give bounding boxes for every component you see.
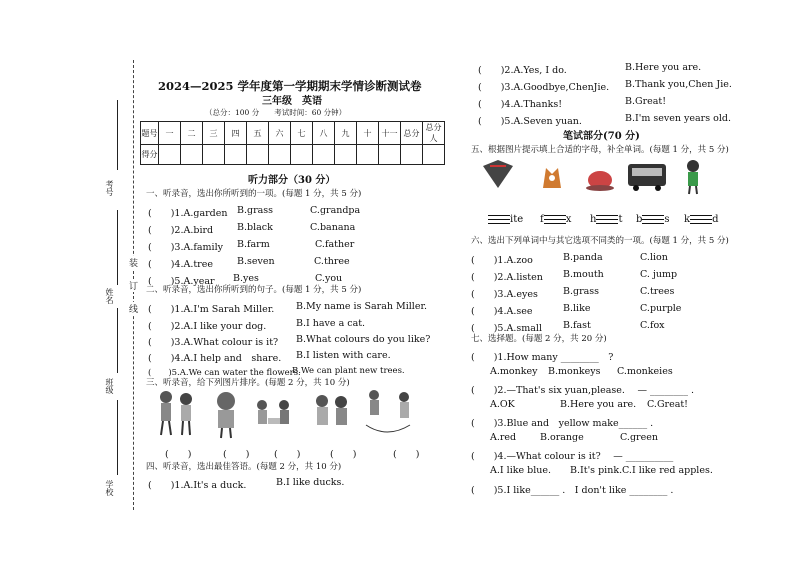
class-label: 班级 xyxy=(105,378,114,394)
writing-title: 笔试部分(70 分) xyxy=(563,131,640,142)
s7-q4-b: B.It's pink. xyxy=(570,465,623,476)
s5-word-1[interactable] xyxy=(488,214,523,225)
s1-q4[interactable]: ( )4.A.tree xyxy=(148,259,213,270)
s3-answer-3[interactable]: ( ) xyxy=(274,449,301,460)
exam-number-blank xyxy=(117,100,118,170)
score-cell[interactable] xyxy=(159,145,181,165)
s7-q1-a: A.monkey xyxy=(490,366,538,377)
s6-q4-c: C.purple xyxy=(640,303,682,314)
kids-pointing-picture xyxy=(160,391,192,435)
score-header-cell: 十 xyxy=(357,122,379,145)
s7-q3[interactable]: ( )3.Blue and yellow make______ . xyxy=(471,418,654,429)
s6-q2-b: B.mouth xyxy=(563,269,604,280)
s7-q4-a: A.I like blue. xyxy=(490,465,552,476)
s1-q1-c: C.grandpa xyxy=(310,205,361,216)
writing-lines[interactable] xyxy=(642,215,664,224)
fox-picture xyxy=(543,168,561,188)
s4-q1[interactable]: ( )1.A.It's a duck. xyxy=(148,480,247,491)
score-table xyxy=(140,121,445,165)
writing-lines[interactable] xyxy=(544,215,566,224)
writing-lines[interactable] xyxy=(596,215,618,224)
score-header-cell: 总分 xyxy=(401,122,423,145)
s2-q1[interactable]: ( )1.A.I'm Sarah Miller. xyxy=(148,304,275,315)
score-cell[interactable] xyxy=(247,145,269,165)
score-cell[interactable] xyxy=(401,145,423,165)
writing-lines[interactable] xyxy=(690,215,712,224)
score-header-cell: 二 xyxy=(181,122,203,145)
exam-meta: （总分：100 分 考试时间：60 分钟） xyxy=(205,108,347,117)
s5-word-3-post: t xyxy=(618,214,623,225)
s7-title: 七、选择题。(每题 2 分，共 20 分) xyxy=(471,334,607,344)
s5-word-5[interactable] xyxy=(684,214,718,225)
s5-title: 五、根据图片提示填上合适的字母，补全单词。(每题 1 分，共 5 分) xyxy=(471,145,729,155)
s5-word-4-pre: b xyxy=(636,214,643,225)
s1-q3-c: C.father xyxy=(315,239,355,250)
s7-q3-b: B.orange xyxy=(540,432,584,443)
score-header-cell: 一 xyxy=(159,122,181,145)
s6-q2-c: C. jump xyxy=(640,269,678,280)
s1-q1[interactable]: ( )1.A.garden xyxy=(148,208,228,219)
score-cell[interactable] xyxy=(313,145,335,165)
s4-q2-b: B.Here you are. xyxy=(625,62,702,73)
s7-q3-c: C.green xyxy=(620,432,658,443)
s4-q4-b: B.Great! xyxy=(625,96,667,107)
xian-mark: 线 xyxy=(129,302,138,315)
score-cell[interactable] xyxy=(269,145,291,165)
exam-title: 2024—2025 学年度第一学期期末学情诊断测试卷 xyxy=(158,79,422,93)
s5-word-2-post: x xyxy=(565,214,572,225)
grade-label: 三年级 xyxy=(262,96,292,107)
s5-word-4-post: s xyxy=(664,214,670,225)
subject-label: 英语 xyxy=(302,96,322,107)
s2-q3-b: B.What colours do you like? xyxy=(296,334,431,345)
s6-q3-c: C.trees xyxy=(640,286,675,297)
s6-q1[interactable]: ( )1.A.zoo xyxy=(471,255,533,266)
s6-title: 六、选出下列单词中与其它选项不同类的一项。(每题 1 分，共 5 分) xyxy=(471,236,729,246)
score-header-cell: 六 xyxy=(269,122,291,145)
s3-answer-2[interactable]: ( ) xyxy=(223,449,250,460)
s5-word-3[interactable] xyxy=(590,214,622,225)
exam-number-label: 考号 xyxy=(105,180,114,196)
s2-q5[interactable]: ( )5.A.We can water the flowers. xyxy=(148,368,301,378)
s5-word-5-post: d xyxy=(712,214,719,225)
s1-q2[interactable]: ( )2.A.bird xyxy=(148,225,214,236)
s7-q2-b: B.Here you are. xyxy=(560,399,637,410)
score-header-cell: 十一 xyxy=(379,122,401,145)
s4-title: 四、听录音，选出最佳答语。(每题 2 分，共 10 分) xyxy=(146,462,342,472)
bus-picture xyxy=(628,164,666,191)
s5-word-3-pre: h xyxy=(590,214,597,225)
s3-answer-5[interactable]: ( ) xyxy=(393,449,420,460)
s6-q5[interactable]: ( )5.A.small xyxy=(471,323,542,334)
score-header-cell: 七 xyxy=(291,122,313,145)
s1-q2-b: B.black xyxy=(237,222,273,233)
s7-q1[interactable]: ( )1.How many ________ ? xyxy=(471,352,614,363)
kids-jumping-picture xyxy=(366,390,410,432)
s5-word-5-pre: k xyxy=(684,214,691,225)
s4-q1-b: B.I like ducks. xyxy=(276,477,345,488)
s6-q3[interactable]: ( )3.A.eyes xyxy=(471,289,538,300)
s4-q5-b: B.I'm seven years old. xyxy=(625,113,731,124)
s1-q4-b: B.seven xyxy=(237,256,275,267)
score-header-cell: 总分人 xyxy=(423,122,445,145)
kid-picture xyxy=(687,160,699,194)
name-blank xyxy=(117,210,118,285)
s1-title: 一、听录音，选出你所听到的一项。(每题 1 分，共 5 分) xyxy=(146,189,362,199)
score-cell[interactable] xyxy=(357,145,379,165)
score-header-cell: 八 xyxy=(313,122,335,145)
s5-word-2-pre: f xyxy=(540,214,544,225)
s6-q5-c: C.fox xyxy=(640,320,665,331)
s1-q1-b: B.grass xyxy=(237,205,274,216)
s6-q4[interactable]: ( )4.A.see xyxy=(471,306,533,317)
s7-q2[interactable]: ( )2.—That's six yuan,please. — ________ . xyxy=(471,385,694,396)
score-cell[interactable] xyxy=(203,145,225,165)
s2-title: 二、听录音，选出你所听到的句子。(每题 1 分，共 5 分) xyxy=(146,285,362,295)
s5-word-1-post: ite xyxy=(510,214,524,225)
s2-q4-b: B.I listen with care. xyxy=(296,350,391,361)
s1-q5[interactable]: ( )5.A.year xyxy=(148,276,215,287)
s6-q1-c: C.lion xyxy=(640,252,668,263)
s4-q4[interactable]: ( )4.A.Thanks! xyxy=(478,99,563,110)
hat-picture xyxy=(586,171,614,191)
school-blank xyxy=(117,400,118,475)
s1-q3[interactable]: ( )3.A.family xyxy=(148,242,223,253)
s1-q2-c: C.banana xyxy=(310,222,356,233)
s2-q3[interactable]: ( )3.A.What colour is it? xyxy=(148,337,279,348)
kids-sharing-picture xyxy=(257,400,289,424)
s6-q3-b: B.grass xyxy=(563,286,600,297)
s2-q1-b: B.My name is Sarah Miller. xyxy=(296,301,427,312)
s4-q2[interactable]: ( )2.A.Yes, I do. xyxy=(478,65,567,76)
score-cell[interactable] xyxy=(181,145,203,165)
s3-answer-4[interactable]: ( ) xyxy=(330,449,357,460)
s4-q3-b: B.Thank you,Chen Jie. xyxy=(625,79,732,90)
writing-lines[interactable] xyxy=(488,215,510,224)
s6-q1-b: B.panda xyxy=(563,252,603,263)
class-blank xyxy=(117,308,118,373)
boy-listening-picture xyxy=(217,392,235,438)
school-label: 学校 xyxy=(105,480,114,496)
listening-title: 听力部分（30 分） xyxy=(248,175,336,186)
s2-q5-b: B.We can plant new trees. xyxy=(292,366,405,376)
score-cell[interactable] xyxy=(335,145,357,165)
s2-q2-b: B.I have a cat. xyxy=(296,318,366,329)
score-header-cell: 题号 xyxy=(141,122,159,145)
s5-pictures xyxy=(478,158,728,196)
s5-word-4[interactable] xyxy=(636,214,670,225)
s1-q4-c: C.three xyxy=(314,256,350,267)
score-header-cell: 四 xyxy=(225,122,247,145)
score-row-label: 得分 xyxy=(141,145,159,165)
kite-picture xyxy=(483,160,513,188)
score-cell[interactable] xyxy=(423,145,445,165)
s7-q1-b: B.monkeys xyxy=(548,366,601,377)
s2-q2[interactable]: ( )2.A.I like your dog. xyxy=(148,321,267,332)
s7-q5[interactable]: ( )5.I like______ . I don't like ________ . xyxy=(471,485,674,496)
girls-talking-picture xyxy=(316,395,347,425)
score-cell[interactable] xyxy=(291,145,313,165)
s7-q1-c: C.monkeies xyxy=(617,366,673,377)
s7-q2-a: A.OK xyxy=(490,399,515,410)
score-header-cell: 五 xyxy=(247,122,269,145)
ding-mark: 订 xyxy=(129,279,138,292)
score-header-cell: 九 xyxy=(335,122,357,145)
s1-q5-b: B.yes xyxy=(233,273,259,284)
s6-q5-b: B.fast xyxy=(563,320,591,331)
s1-q5-c: C.you xyxy=(315,273,343,284)
s7-q2-c: C.Great! xyxy=(647,399,689,410)
zhuang-mark: 装 xyxy=(129,256,138,269)
s3-pictures xyxy=(152,385,417,441)
s4-q3[interactable]: ( )3.A.Goodbye,ChenJie. xyxy=(478,82,610,93)
s7-q4[interactable]: ( )4.—What colour is it? — __________ xyxy=(471,451,674,462)
s3-title: 三、听录音，给下列图片排序。(每题 2 分，共 10 分) xyxy=(146,378,350,388)
s3-answer-1[interactable]: ( ) xyxy=(165,449,192,460)
score-header-cell: 三 xyxy=(203,122,225,145)
s2-q4[interactable]: ( )4.A.I help and share. xyxy=(148,353,282,364)
s7-q4-c: C.I like red apples. xyxy=(622,465,713,476)
s5-word-2[interactable] xyxy=(540,214,571,225)
score-cell[interactable] xyxy=(379,145,401,165)
s6-q2[interactable]: ( )2.A.listen xyxy=(471,272,543,283)
s4-q5[interactable]: ( )5.A.Seven yuan. xyxy=(478,116,582,127)
name-label: 姓名 xyxy=(105,288,114,304)
s6-q4-b: B.like xyxy=(563,303,591,314)
s7-q3-a: A.red xyxy=(490,432,517,443)
s1-q3-b: B.farm xyxy=(237,239,270,250)
score-cell[interactable] xyxy=(225,145,247,165)
